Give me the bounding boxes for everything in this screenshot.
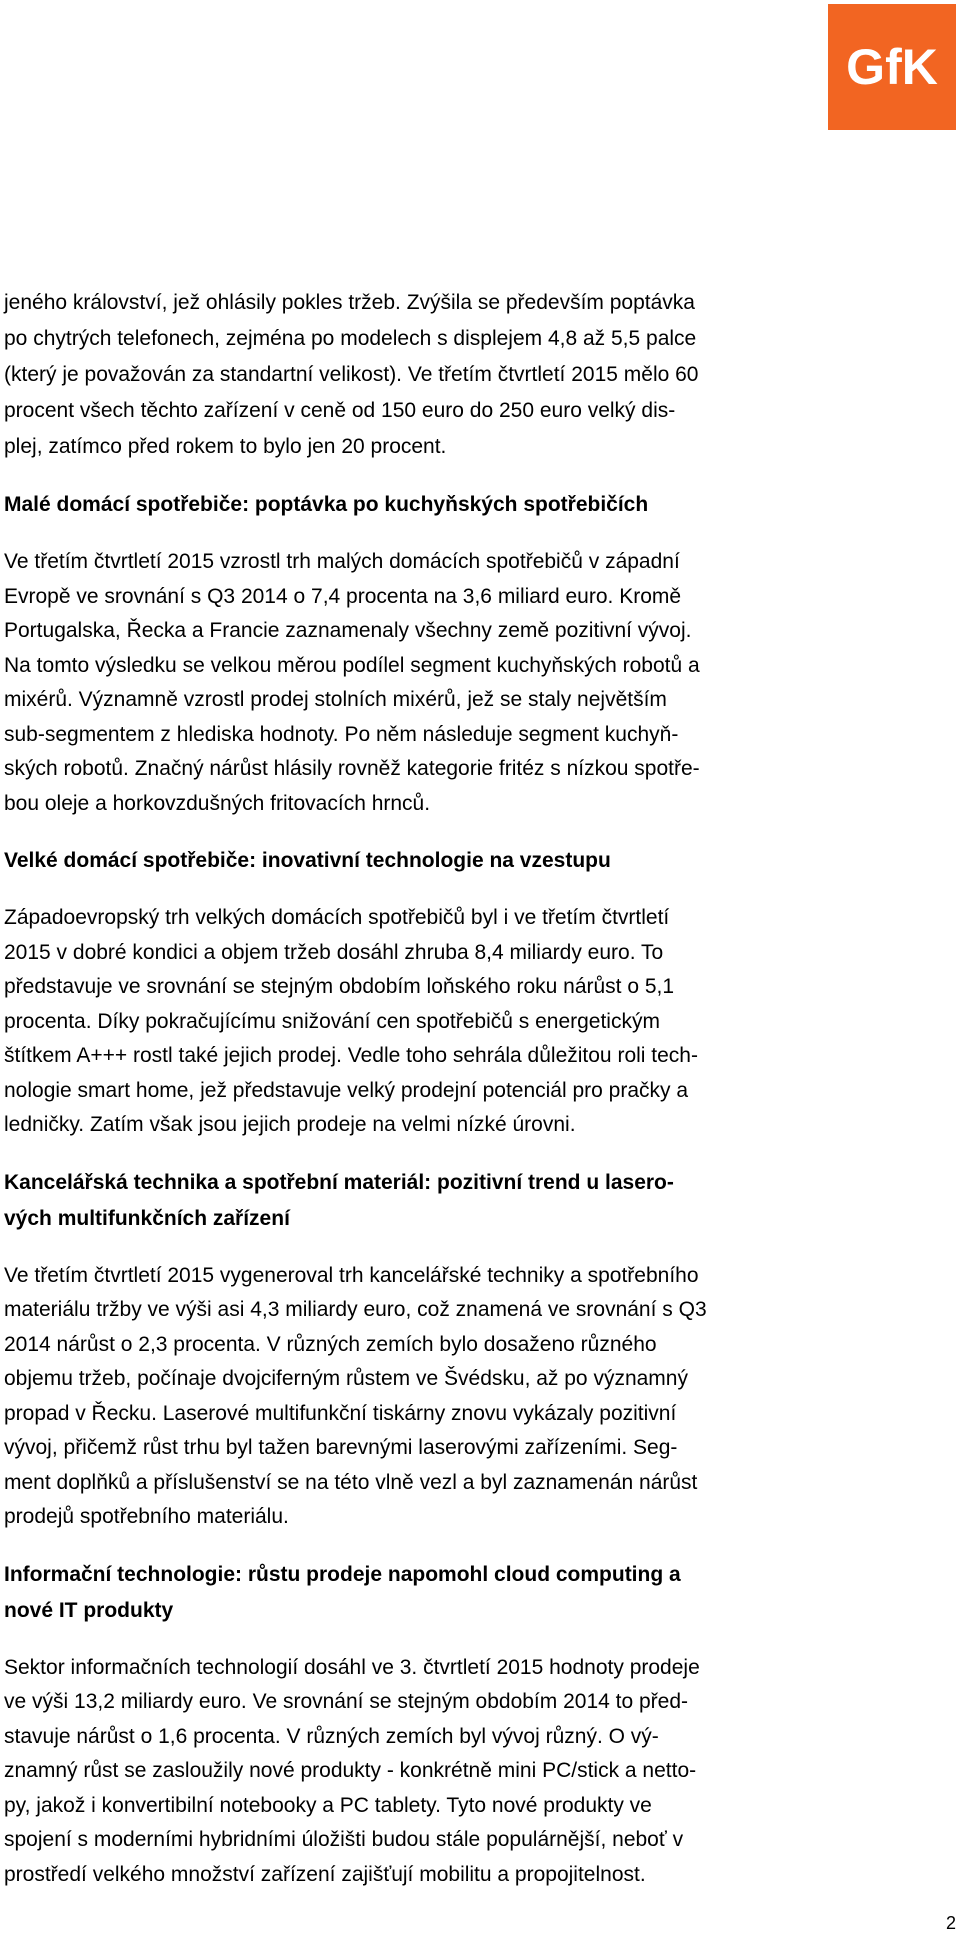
text-line: ve výši 13,2 miliardy euro. Ve srovnání se stejným obdobím 2014 to před- <box>4 1690 689 1713</box>
text-line: Ve třetím čtvrtletí 2015 vygeneroval trh kancelářské techniky a spotřebního <box>4 1263 699 1287</box>
section-paragraph-large-appliances <box>4 901 804 1143</box>
text-line: (který je považován za standartní velikost). Ve třetím čtvrtletí 2015 mělo 60 <box>4 363 699 386</box>
text-line: mixérů. Významně vzrostl prodej stolních mixérů, jež se staly největším <box>4 688 667 711</box>
text-line: spojení s moderními hybridními úložišti budou stále populárnější, neboť v <box>4 1828 684 1851</box>
text-line: jeného království, jež ohlásily pokles tržeb. Zvýšila se především poptávka <box>4 291 695 314</box>
text-line: znamný růst se zasloužily nové produkty - konkrétně mini PC/stick a netto- <box>4 1759 697 1782</box>
heading-line: Informační technologie: růstu prodeje napomohl cloud computing a <box>4 1562 681 1586</box>
text-line: Ve třetím čtvrtletí 2015 vzrostl trh malých domácích spotřebičů v západní <box>4 550 680 573</box>
section-heading-large-appliances <box>4 843 804 879</box>
text-line: stavuje nárůst o 1,6 procenta. V různých zemích byl vývoj různý. O vý- <box>4 1724 659 1748</box>
section-paragraph-information-technology <box>4 1651 804 1893</box>
text-line: objemu tržeb, počínaje dvojciferným růstem ve Švédsku, až po významný <box>4 1367 688 1390</box>
document-body <box>4 285 804 1892</box>
text-line: plej, zatímco před rokem to bylo jen 20 procent. <box>4 435 447 458</box>
text-line: štítkem A+++ rostl také jejich prodej. Vedle toho sehrála důležitou roli tech- <box>4 1044 698 1067</box>
heading-line: Kancelářská technika a spotřební materiál: pozitivní trend u lasero- <box>4 1170 674 1194</box>
section-heading-information-technology <box>4 1557 804 1629</box>
text-line: 2014 nárůst o 2,3 procenta. V různých zemích bylo dosaženo různého <box>4 1332 657 1356</box>
gfk-logo <box>828 4 956 130</box>
text-line: sub-segmentem z hlediska hodnoty. Po něm následuje segment kuchyň- <box>4 722 679 746</box>
text-line: po chytrých telefonech, zejména po modelech s displejem 4,8 až 5,5 palce <box>4 327 697 350</box>
text-line: 2015 v dobré kondici a objem tržeb dosáhl zhruba 8,4 miliardy euro. To <box>4 940 664 964</box>
page-number: 2 <box>945 1913 956 1933</box>
section-paragraph-office-equipment <box>4 1259 804 1535</box>
text-line: Západoevropský trh velkých domácích spotřebičů byl i ve třetím čtvrtletí <box>4 906 670 929</box>
text-line: procenta. Díky pokračujícímu snižování cen spotřebičů s energetickým <box>4 1009 660 1033</box>
heading-line: Velké domácí spotřebiče: inovativní technologie na vzestupu <box>4 849 611 872</box>
text-line: procent všech těchto zařízení v ceně od 150 euro do 250 euro velký dis- <box>4 399 676 422</box>
text-line: nologie smart home, jež představuje velký prodejní potenciál pro pračky a <box>4 1078 689 1102</box>
intro-paragraph <box>4 285 804 465</box>
text-line: Sektor informačních technologií dosáhl ve 3. čtvrtletí 2015 hodnoty prodeje <box>4 1655 700 1679</box>
text-line: propad v Řecku. Laserové multifunkční tiskárny znovu vykázaly pozitivní <box>4 1401 677 1425</box>
text-line: prostředí velkého množství zařízení zajišťují mobilitu a propojitelnost. <box>4 1862 646 1886</box>
text-line: ských robotů. Značný nárůst hlásily rovněž kategorie fritéz s nízkou spotře- <box>4 757 700 780</box>
text-line: Evropě ve srovnání s Q3 2014 o 7,4 procenta na 3,6 miliard euro. Kromě <box>4 584 682 608</box>
gfk-logo-text: GfK <box>846 39 938 95</box>
section-heading-office-equipment <box>4 1165 804 1237</box>
heading-line: vých multifunkčních zařízení <box>4 1206 290 1230</box>
text-line: ledničky. Zatím však jsou jejich prodeje na velmi nízké úrovni. <box>4 1113 576 1136</box>
section-heading-small-appliances <box>4 487 804 523</box>
text-line: Portugalska, Řecka a Francie zaznamenaly všechny země pozitivní vývoj. <box>4 619 692 642</box>
text-line: py, jakož i konvertibilní notebooky a PC tablety. Tyto nové produkty ve <box>4 1793 652 1817</box>
text-line: vývoj, přičemž růst trhu byl tažen barevnými laserovými zařízeními. Seg- <box>4 1436 678 1459</box>
text-line: ment doplňků a příslušenství se na této vlně vezl a byl zaznamenán nárůst <box>4 1470 698 1494</box>
text-line: prodejů spotřebního materiálu. <box>4 1505 289 1528</box>
text-line: Na tomto výsledku se velkou měrou podílel segment kuchyňských robotů a <box>4 653 700 677</box>
text-line: představuje ve srovnání se stejným obdobím loňského roku nárůst o 5,1 <box>4 975 675 998</box>
section-paragraph-small-appliances <box>4 545 804 821</box>
text-line: bou oleje a horkovzdušných fritovacích hrnců. <box>4 791 431 815</box>
text-line: materiálu tržby ve výši asi 4,3 miliardy euro, což znamená ve srovnání s Q3 <box>4 1298 707 1321</box>
heading-line: nové IT produkty <box>4 1598 174 1622</box>
heading-line: Malé domácí spotřebiče: poptávka po kuchyňských spotřebičích <box>4 493 649 516</box>
gfk-logo-mark <box>828 4 956 130</box>
